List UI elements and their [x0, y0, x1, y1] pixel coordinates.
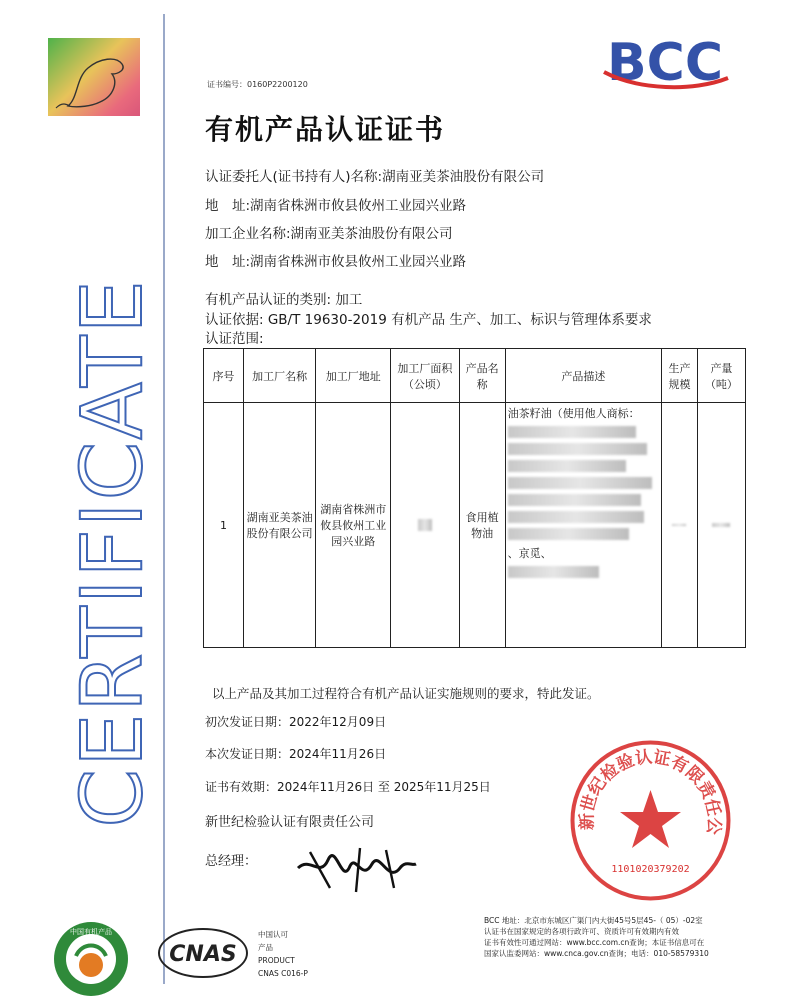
cnas-text-1: 中国认可	[258, 930, 288, 939]
processor-address: 地 址:湖南省株洲市攸县攸州工业园兴业路	[205, 254, 467, 270]
header-index: 序号	[204, 349, 244, 403]
organic-pet-logo	[48, 38, 140, 116]
star-icon	[620, 790, 681, 848]
footer-line-1: BCC 地址：北京市东城区广渠门内大街45号5层45-（ 05）-02室	[484, 916, 703, 925]
first-issue-date: 初次发证日期：2022年12月09日	[205, 715, 387, 729]
validity-period: 证书有效期：2024年11月26日 至 2025年11月25日	[205, 780, 491, 794]
description-head: 油茶籽油（使用他人商标：	[507, 407, 640, 420]
footer-line-2: 认证书在国家规定的各项行政许可、资质许可有效期内有效	[484, 927, 679, 936]
header-plant-name: 加工厂名称	[243, 349, 316, 403]
cell-production-scale	[662, 403, 698, 648]
cnas-text-3: PRODUCT	[258, 956, 295, 965]
footer-line-4: 国家认监委网站：www.cnca.gov.cn查询；电话：010-58579310	[484, 949, 709, 958]
cell-index: 1	[204, 403, 244, 648]
header-production-scale: 生产规模	[662, 349, 698, 403]
issuer-name: 新世纪检验认证有限责任公司	[205, 815, 375, 830]
general-manager-label: 总经理：	[205, 854, 258, 869]
holder-address: 地 址:湖南省株洲市攸县攸州工业园兴业路	[205, 198, 467, 214]
left-divider-line	[163, 14, 165, 984]
description-tail: 、京觅、	[507, 547, 552, 560]
cnas-logo	[157, 925, 249, 981]
seal-ring-text: 新世纪检验认证有限责任公	[577, 747, 724, 836]
certification-basis: 认证依据: GB/T 19630-2019 有机产品 生产、加工、标识与管理体系要求	[205, 312, 652, 328]
processor-name: 加工企业名称:湖南亚美茶油股份有限公司	[205, 226, 453, 242]
bcc-logo	[598, 30, 733, 102]
header-product-name: 产品名称	[459, 349, 505, 403]
certificate-side-text: CERTIFICATE	[63, 278, 161, 828]
bcc-logo-text: BCC	[607, 33, 723, 93]
cell-product-description	[505, 403, 661, 648]
cnas-text-4: CNAS C016-P	[258, 969, 308, 978]
organic-logo-text: 中国有机产品	[70, 928, 112, 936]
header-plant-area: 加工厂面积（公顷）	[391, 349, 460, 403]
page-title: 有机产品认证证书	[205, 113, 446, 146]
china-organic-product-logo	[52, 920, 130, 998]
seal-number: 1101020379202	[611, 864, 690, 875]
scope-table	[203, 348, 746, 648]
signature	[290, 838, 420, 898]
cell-plant-name: 湖南亚美茶油股份有限公司	[243, 403, 316, 648]
header-product-description: 产品描述	[505, 349, 661, 403]
cell-plant-address: 湖南省株洲市攸县攸州工业园兴业路	[316, 403, 391, 648]
cell-product-name: 食用植物油	[459, 403, 505, 648]
cell-output	[697, 403, 745, 648]
cnas-logo-text: CNAS	[169, 942, 237, 967]
header-plant-address: 加工厂地址	[316, 349, 391, 403]
footer-line-3: 证书有效性可通过网站：www.bcc.com.cn查询；本证书信息可在	[484, 938, 705, 947]
table-row	[204, 403, 746, 648]
company-seal	[568, 738, 733, 903]
cell-plant-area	[391, 403, 460, 648]
scope-label: 认证范围:	[205, 331, 264, 347]
holder-name: 认证委托人(证书持有人)名称:湖南亚美茶油股份有限公司	[205, 169, 545, 185]
this-issue-date: 本次发证日期：2024年11月26日	[205, 747, 387, 761]
certification-category: 有机产品认证的类别: 加工	[205, 292, 363, 308]
compliance-statement: 以上产品及其加工过程符合有机产品认证实施规则的要求，特此发证。	[212, 686, 600, 701]
header-output: 产量（吨）	[697, 349, 745, 403]
certificate-number: 证书编号：0160P2200120	[207, 80, 308, 89]
cnas-text-2: 产品	[258, 943, 273, 952]
table-header-row	[204, 349, 746, 403]
animal-outline-icon	[48, 38, 140, 116]
